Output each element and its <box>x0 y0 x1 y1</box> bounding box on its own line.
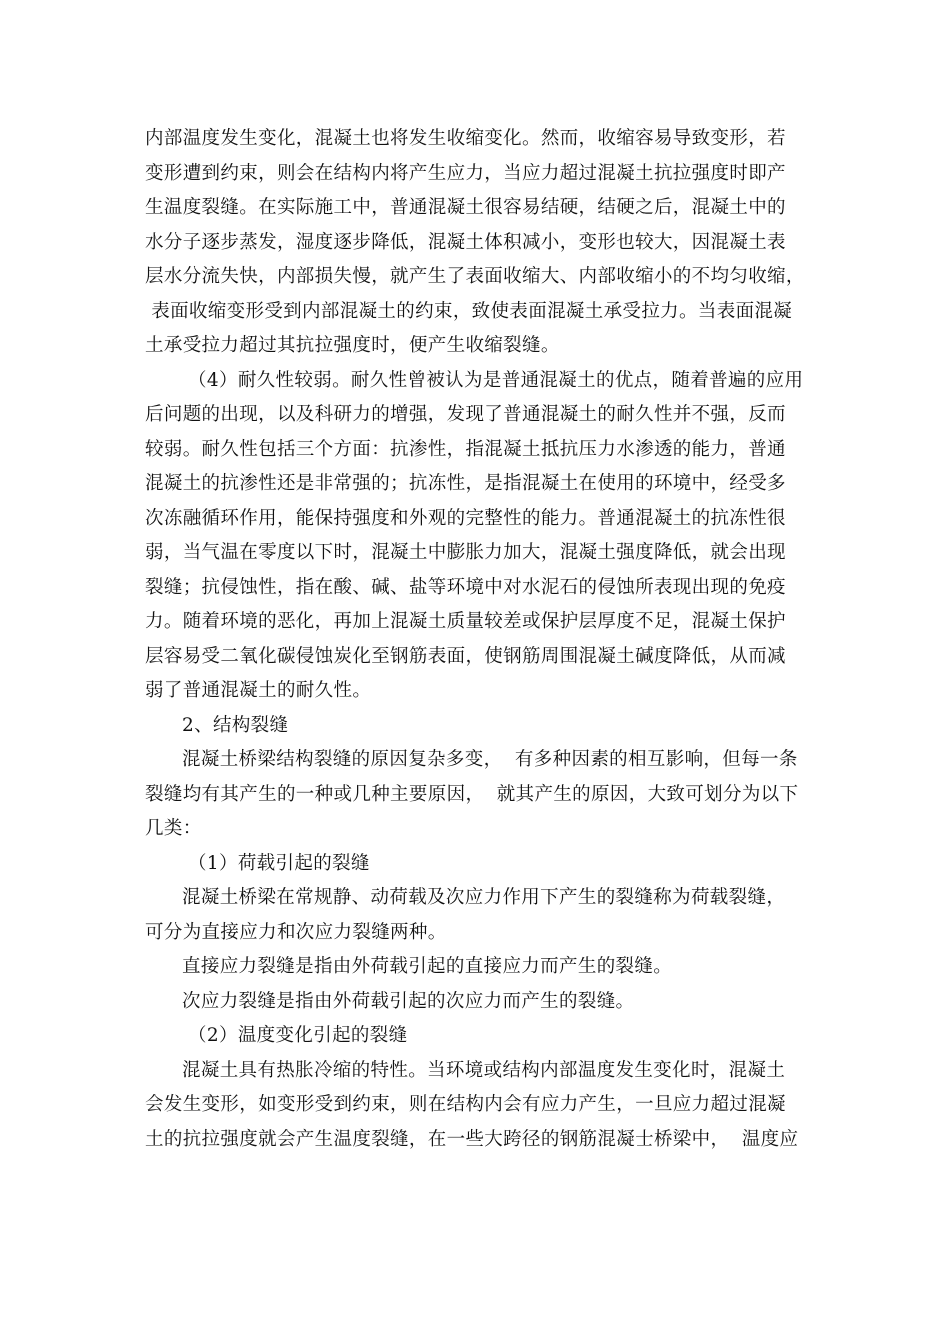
subsection-heading: （2）温度变化引起的裂缝 <box>188 1025 408 1046</box>
text-line: 水分子逐步蒸发，湿度逐步降低，混凝土体积减小，变形也较大，因混凝土表 <box>145 231 786 253</box>
text-line: 生温度裂缝。在实际施工中，普通混凝土很容易结硬，结硬之后，混凝土中的 <box>145 197 786 218</box>
text-line: 次冻融循环作用，能保持强度和外观的完整性的能力。普通混凝土的抗冻性很 <box>145 507 786 529</box>
text-line: 土承受拉力超过其抗拉强度时，便产生收缩裂缝。 <box>145 335 560 356</box>
text-line: 裂缝；抗侵蚀性，指在酸、碱、盐等环境中对水泥石的侵蚀所表现出现的免疫 <box>145 576 786 598</box>
text-line: 可分为直接应力和次应力裂缝两种。 <box>145 921 447 943</box>
text-line: 混凝土的抗渗性还是非常强的；抗冻性，是指混凝土在使用的环境中，经受多 <box>145 473 786 494</box>
subsection-heading: （4）耐久性较弱。耐久性曾被认为是普通混凝土的优点，随着普遍的应用 <box>188 369 804 391</box>
paragraph-start-line: 混凝土桥梁结构裂缝的原因复杂多变， 有多种因素的相互影响，但每一条 <box>182 749 798 770</box>
paragraph-start-line: 混凝土桥梁在常规静、动荷载及次应力作用下产生的裂缝称为荷载裂缝， <box>182 887 786 908</box>
text-line: 土的抗拉强度就会产生温度裂缝，在一些大跨径的钢筋混凝士桥梁中， 温度应 <box>145 1128 799 1150</box>
text-line: 弱，当气温在零度以下时，混凝土中膨胀力加大，混凝土强度降低，就会出现 <box>145 542 786 563</box>
text-line: 几类： <box>145 818 202 839</box>
section-heading: 2、结构裂缝 <box>182 714 289 736</box>
text-line: 变形遭到约束，则会在结构内将产生应力，当应力超过混凝土抗拉强度时即产 <box>145 162 786 184</box>
text-line: 会发生变形，如变形受到约束，则在结构内会有应力产生，一旦应力超过混凝 <box>145 1094 786 1115</box>
text-line: 后问题的出现，以及科研力的增强，发现了普通混凝土的耐久性并不强，反而 <box>145 404 786 425</box>
text-line: 内部温度发生变化，混凝土也将发生收缩变化。然而，收缩容易导致变形，若 <box>145 128 786 149</box>
document-page <box>145 122 810 1157</box>
text-line: 层水分流失快，内部损失慢，就产生了表面收缩大、内部收缩小的不均匀收缩， <box>145 266 805 287</box>
paragraph-start-line: 直接应力裂缝是指由外荷载引起的直接应力而产生的裂缝。 <box>182 956 673 977</box>
text-line: 裂缝均有其产生的一种或几种主要原因， 就其产生的原因，大致可划分为以下 <box>145 783 799 805</box>
text-line: 力。随着环境的恶化，再加上混凝土质量较差或保护层厚度不足，混凝土保护 <box>145 611 786 632</box>
subsection-heading: （1）荷载引起的裂缝 <box>188 852 370 874</box>
text-line: 较弱。耐久性包括三个方面：抗渗性，指混凝土抵抗压力水渗透的能力，普通 <box>145 438 786 460</box>
text-line: 层容易受二氧化碳侵蚀炭化至钢筋表面，使钢筋周围混凝土碱度降低，从而减 <box>145 645 786 667</box>
text-line: 表面收缩变形受到内部混凝土的约束，致使表面混凝土承受拉力。当表面混凝 <box>145 300 793 322</box>
paragraph-start-line: 混凝土具有热胀冷缩的特性。当环境或结构内部温度发生变化时，混凝土 <box>182 1059 786 1081</box>
paragraph-start-line: 次应力裂缝是指由外荷载引起的次应力而产生的裂缝。 <box>182 990 635 1012</box>
text-line: 弱了普通混凝土的耐久性。 <box>145 680 372 701</box>
